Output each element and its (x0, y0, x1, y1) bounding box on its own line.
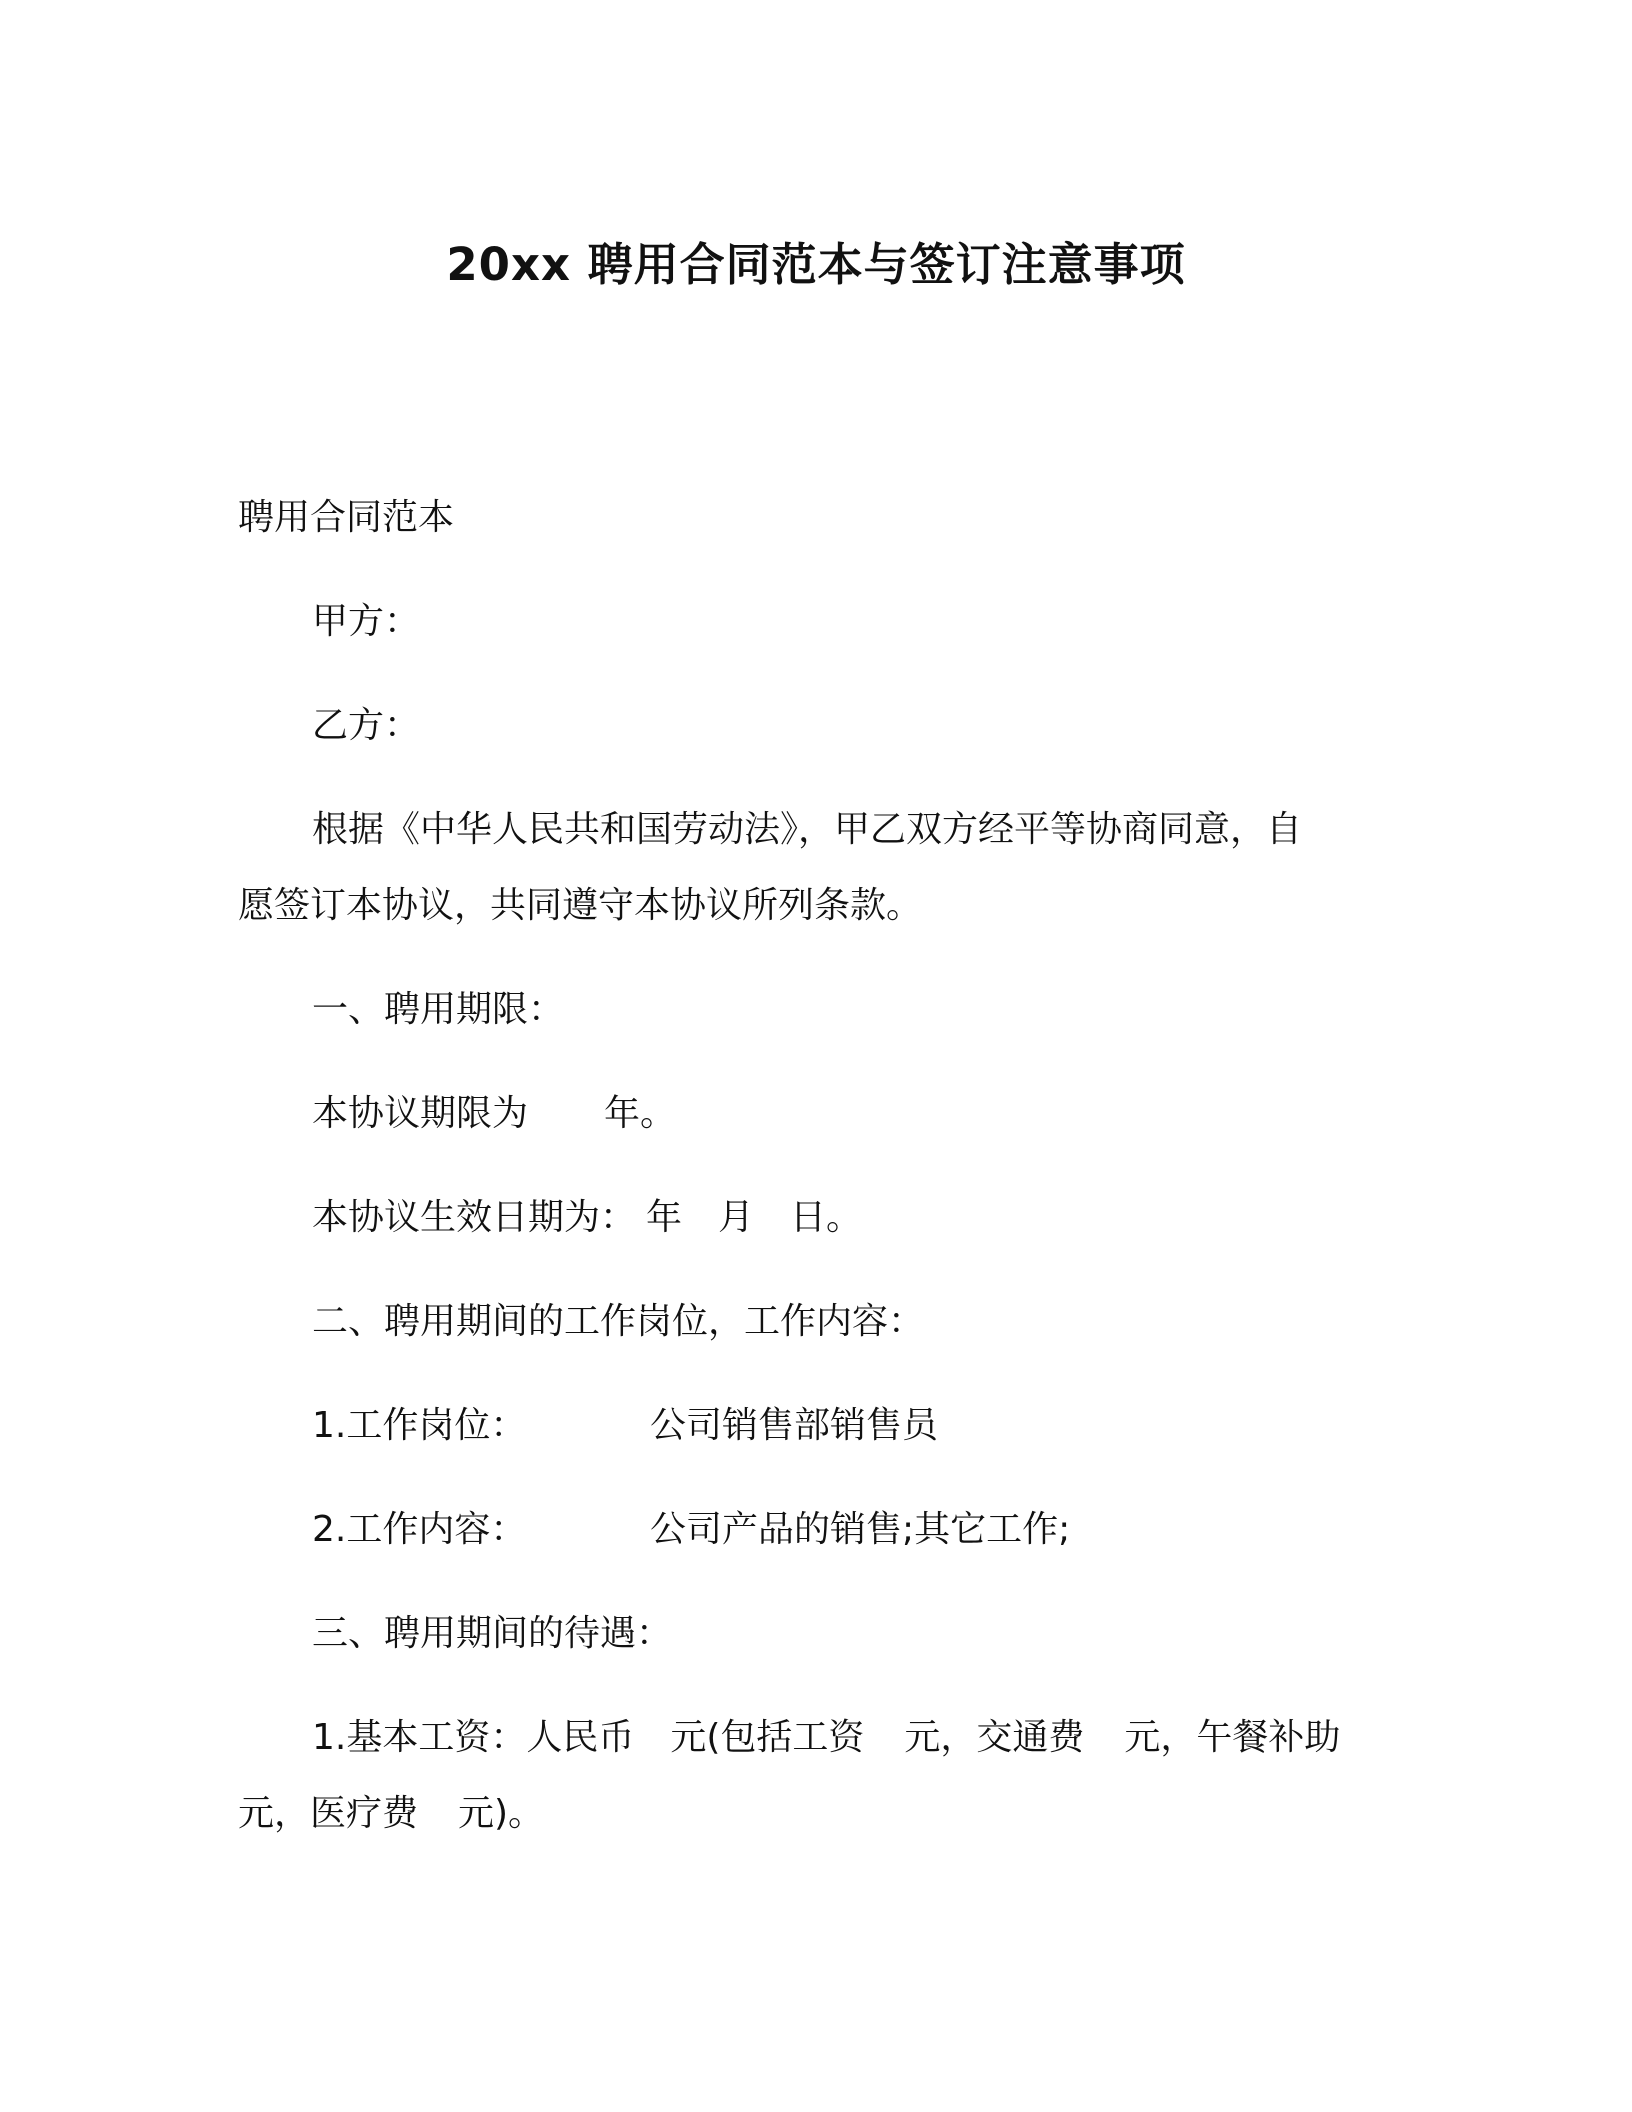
section-heading: 聘用合同范本 (238, 497, 455, 538)
work-content-value: 公司产品的销售;其它工作; (650, 1509, 1071, 1550)
effective-date-line (312, 1196, 862, 1240)
salary-text-c: 元，交通费 (904, 1717, 1085, 1758)
work-position-label: 1.工作岗位： (312, 1405, 527, 1446)
effective-month: 月 (718, 1197, 755, 1238)
effective-date-label: 本协议生效日期为： (312, 1197, 637, 1238)
term-line (312, 1092, 676, 1136)
salary-line-2 (238, 1792, 544, 1836)
intro-paragraph-line-2: 愿签订本协议，共同遵守本协议所列条款。 (238, 885, 923, 926)
term-text: 本协议期限为 (312, 1093, 529, 1134)
salary-text-a: 1.基本工资：人民币 (312, 1717, 635, 1758)
work-content-label: 2.工作内容： (312, 1509, 527, 1550)
clause-3-heading: 三、聘用期间的待遇： (312, 1613, 673, 1654)
party-a-label: 甲方： (312, 601, 421, 642)
document-title: 20xx 聘用合同范本与签订注意事项 (446, 238, 1186, 291)
intro-paragraph-line-1: 根据《中华人民共和国劳动法》，甲乙双方经平等协商同意，自 (312, 809, 1303, 850)
salary-text-e: 元，医疗费 (238, 1793, 419, 1834)
salary-line-1 (312, 1716, 1340, 1760)
salary-text-b: 元(包括工资 (670, 1717, 865, 1758)
work-position-value: 公司销售部销售员 (650, 1405, 939, 1446)
effective-year: 年 (646, 1197, 683, 1238)
party-b-label: 乙方： (312, 705, 421, 746)
term-unit: 年。 (604, 1093, 677, 1134)
clause-2-heading: 二、聘用期间的工作岗位，工作内容： (312, 1301, 925, 1342)
clause-1-heading: 一、聘用期限： (312, 989, 565, 1030)
effective-day: 日。 (790, 1197, 863, 1238)
salary-text-f: 元)。 (458, 1793, 545, 1834)
salary-text-d: 元，午餐补助 (1124, 1717, 1341, 1758)
